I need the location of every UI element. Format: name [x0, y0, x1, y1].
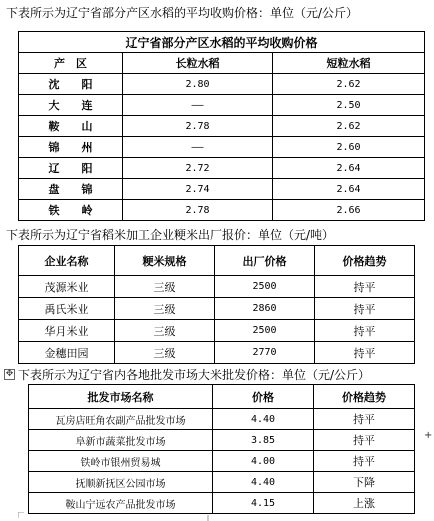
table1-short-grain-price: 2.64 — [273, 179, 425, 200]
plus-icon[interactable]: + — [424, 430, 433, 441]
table1-short-grain-price: 2.60 — [273, 137, 425, 158]
table2-header-trend: 价格趋势 — [315, 246, 415, 276]
table1-short-grain-price: 2.50 — [273, 95, 425, 116]
table2-spec: 三级 — [115, 342, 215, 364]
table2-price: 2860 — [215, 298, 315, 320]
table-row — [29, 430, 415, 451]
table3-market: 阜新市蔬菜批发市场 — [29, 430, 213, 451]
table1-long-grain-price: —— — [123, 95, 273, 116]
table-row — [29, 472, 415, 493]
table-row — [19, 179, 425, 200]
crop-mark-icon — [18, 512, 24, 518]
table1-region: 辽 阳 — [19, 158, 123, 179]
table-row — [19, 200, 425, 221]
table2-trend: 持平 — [315, 298, 415, 320]
table1-long-grain-price: 2.78 — [123, 116, 273, 137]
table1-header-short-grain: 短粒水稻 — [273, 53, 425, 74]
table1-long-grain-price: —— — [123, 137, 273, 158]
table-row — [19, 342, 415, 364]
caption-rice-purchase-price: 下表所示为辽宁省部分产区水稻的平均收购价格：单位（元/公斤） — [6, 6, 359, 20]
table2-header-row — [19, 246, 415, 276]
table1-long-grain-price: 2.74 — [123, 179, 273, 200]
table-row — [19, 116, 425, 137]
table2-price: 2770 — [215, 342, 315, 364]
table2-company: 金穗田园 — [19, 342, 115, 364]
table2-trend: 持平 — [315, 342, 415, 364]
table3-trend: 持平 — [314, 409, 415, 430]
table2-company: 茂源米业 — [19, 276, 115, 298]
table3-trend: 上涨 — [314, 493, 415, 514]
table1-title: 辽宁省部分产区水稻的平均收购价格 — [19, 32, 425, 53]
table1-header-long-grain: 长粒水稻 — [123, 53, 273, 74]
table-row — [19, 158, 425, 179]
table2-spec: 三级 — [115, 298, 215, 320]
table3-header-market: 批发市场名称 — [29, 385, 213, 409]
table1-region: 盘 锦 — [19, 179, 123, 200]
table1-header-region: 产 区 — [19, 53, 123, 74]
table3-market: 鞍山宁远农产品批发市场 — [29, 493, 213, 514]
table2-company: 禹氏米业 — [19, 298, 115, 320]
table3-header-price: 价格 — [213, 385, 314, 409]
table2-trend: 持平 — [315, 276, 415, 298]
table3-market: 铁岭市银州贸易城 — [29, 451, 213, 472]
caption-wholesale-price: 下表所示为辽宁省内各地批发市场大米批发价格：单位（元/公斤） — [18, 368, 371, 382]
table2-trend: 持平 — [315, 320, 415, 342]
table-row — [19, 137, 425, 158]
table1-region: 铁 岭 — [19, 200, 123, 221]
table1-region: 大 连 — [19, 95, 123, 116]
table-wholesale-price — [28, 384, 415, 514]
move-icon[interactable]: ✥ — [5, 369, 14, 379]
table-row — [29, 451, 415, 472]
table-row — [19, 95, 425, 116]
table3-market: 抚顺新抚区公园市场 — [29, 472, 213, 493]
table1-header-row — [19, 53, 425, 74]
table-row — [29, 409, 415, 430]
table3-trend: 持平 — [314, 430, 415, 451]
table1-region: 沈 阳 — [19, 74, 123, 95]
table3-price: 4.40 — [213, 472, 314, 493]
table-row — [29, 493, 415, 514]
table1-long-grain-price: 2.72 — [123, 158, 273, 179]
table-row — [19, 320, 415, 342]
table3-header-row — [29, 385, 415, 409]
table1-short-grain-price: 2.62 — [273, 116, 425, 137]
table2-price: 2500 — [215, 276, 315, 298]
table3-price: 4.40 — [213, 409, 314, 430]
table1-short-grain-price: 2.66 — [273, 200, 425, 221]
table3-header-trend: 价格趋势 — [314, 385, 415, 409]
caption-mill-price: 下表所示为辽宁省稻米加工企业粳米出厂报价：单位（元/吨） — [6, 228, 335, 242]
table1-short-grain-price: 2.64 — [273, 158, 425, 179]
table3-trend: 持平 — [314, 451, 415, 472]
table-row — [19, 298, 415, 320]
table3-price: 4.15 — [213, 493, 314, 514]
table2-company: 华月米业 — [19, 320, 115, 342]
table2-spec: 三级 — [115, 320, 215, 342]
table2-header-price: 出厂价格 — [215, 246, 315, 276]
table-rice-purchase-price — [18, 31, 425, 221]
table2-header-company: 企业名称 — [19, 246, 115, 276]
table3-trend: 下降 — [314, 472, 415, 493]
crop-mark-icon — [205, 515, 211, 521]
table-mill-price — [18, 245, 415, 364]
table3-price: 3.85 — [213, 430, 314, 451]
table1-region: 鞍 山 — [19, 116, 123, 137]
table1-long-grain-price: 2.78 — [123, 200, 273, 221]
table2-header-spec: 粳米规格 — [115, 246, 215, 276]
table1-short-grain-price: 2.62 — [273, 74, 425, 95]
table3-price: 4.00 — [213, 451, 314, 472]
table1-region: 锦 州 — [19, 137, 123, 158]
table-row — [19, 74, 425, 95]
table2-price: 2500 — [215, 320, 315, 342]
table3-market: 瓦房店旺角农副产品批发市场 — [29, 409, 213, 430]
table-row — [19, 276, 415, 298]
table2-spec: 三级 — [115, 276, 215, 298]
table1-long-grain-price: 2.80 — [123, 74, 273, 95]
